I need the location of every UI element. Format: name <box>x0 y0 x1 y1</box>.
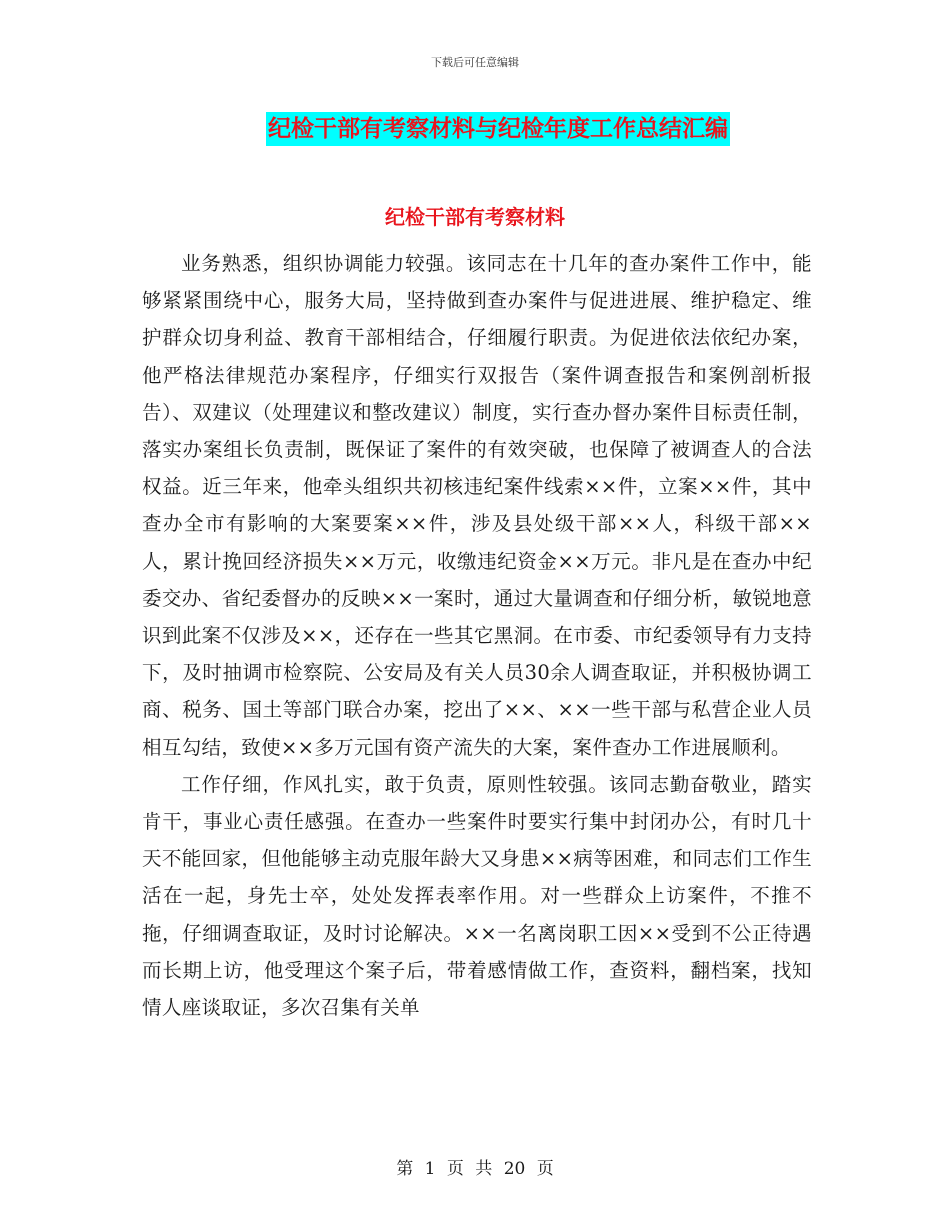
section-title: 纪检干部有考察材料 <box>385 205 565 229</box>
paragraph-2: 工作仔细，作风扎实，敢于负责，原则性较强。该同志勤奋敬业，踏实肯干，事业心责任感强。在查办一些案件时要实行集中封闭办公，有时几十天不能回家，但他能够主动克服年龄大又身患××病等困难，和同志们工作生活在一起，身先士卒，处处发挥表率作用。对一些群众上访案件，不推不拖，仔细调查取证，及时讨论解决。××一名离岗职工因××受到不公正待遇而长期上访，他受理这个案子后，带着感情做工作，查资料，翻档案，找知情人座谈取证，多次召集有关单 <box>142 772 812 1020</box>
document-title: 纪检干部有考察材料与纪检年度工作总结汇编 <box>266 112 730 146</box>
paragraph-1: 业务熟悉，组织协调能力较强。该同志在十几年的查办案件工作中，能够紧紧围绕中心，服务大局，坚持做到查办案件与促进进展、维护稳定、维护群众切身利益、教育干部相结合，仔细履行职责。为促进依法依纪办案，他严格法律规范办案程序，仔细实行双报告（案件调查报告和案例剖析报告）、双建议（处理建议和整改建议）制度，实行查办督办案件目标责任制，落实办案组长负责制，既保证了案件的有效突破，也保障了被调查人的合法权益。近三年来，他牵头组织共初核违纪案件线索××件，立案××件，其中查办全市有影响的大案要案××件，涉及县处级干部××人，科级干部××人，累计挽回经济损失××万元，收缴违纪资金××万元。非凡是在查办中纪委交办、省纪委督办的反映××一案时，通过大量调查和仔细分析，敏锐地意识到此案不仅涉及××，还存在一些其它黑洞。在市委、市纪委领导有力支持下，及时抽调市检察院、公安局及有关人员30余人调查取证，并积极协调工商、税务、国土等部门联合办案，挖出了××、××一些干部与私营企业人员相互勾结，致使××多万元国有资产流失的大案，案件查办工作进展顺利。 <box>142 252 812 759</box>
body-text <box>142 245 812 1026</box>
page-footer: 第 1 页 共 20 页 <box>396 1159 554 1179</box>
page-header-note: 下载后可任意编辑 <box>431 56 519 69</box>
document-title-container <box>0 112 950 146</box>
